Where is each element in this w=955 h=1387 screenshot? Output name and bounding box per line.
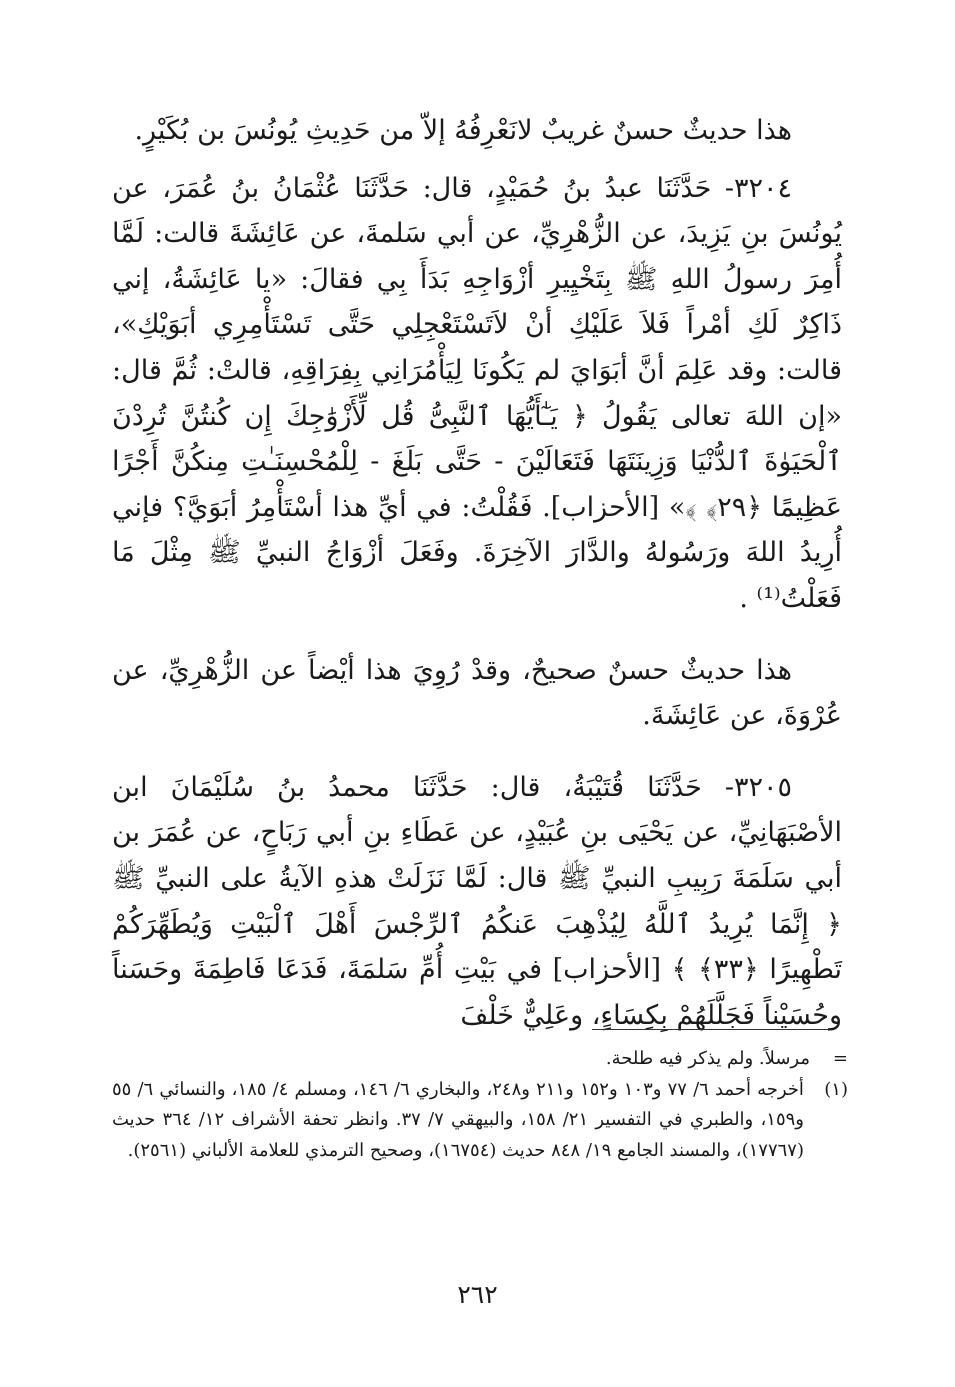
footnote-separator <box>592 1029 830 1030</box>
continuation-text: مرسلاً. ولم يذكر فيه طلحة. <box>605 1048 810 1069</box>
footnote-item <box>112 1075 848 1167</box>
paragraph-grading-1: هذا حديثٌ حسنٌ غريبٌ لانَعْرِفُهُ إلاّ من حَدِيثِ يُونُسَ بن بُكَيْرٍ. <box>134 115 792 146</box>
page-number: ٢٦٢ <box>457 1280 498 1309</box>
footnote-text: أخرجه أحمد ٦/ ٧٧ و١٠٣ و١٥٢ و٢١١ و٢٤٨، والبخاري ٦/ ١٤٦، ومسلم ٤/ ١٨٥، والنسائي ٦/ ٥٥ و١٥٩، والطبري في التفسير ٢١/ ١٥٨، والبيهقي ٧/ ٣٧. وانظر تحفة الأشراف ١٢/ ٣٦٤ حديث (١٧٧٦٧)، والمسند الجامع ١٩/ ٨٤٨ حديث (١٦٧٥٤)، وصحيح الترمذي للعلامة الألباني (٢٥٦١). <box>112 1078 804 1161</box>
footnote-continuation <box>112 1044 848 1075</box>
footnotes <box>112 1044 848 1166</box>
footnote-number: (١) <box>824 1078 848 1100</box>
main-text <box>112 108 842 1038</box>
continuation-marker: = <box>832 1048 848 1069</box>
paragraph-grading-2: هذا حديثٌ حسنٌ صحيحٌ، وقدْ رُوِيَ هذا أيْضاً عن الزُّهْرِيِّ، عن عُرْوَةَ، عن عَائِشَةَ. <box>112 654 842 732</box>
paragraph-hadith-3204: ٣٢٠٤- حَدَّثَنَا عبدُ بنُ حُمَيْدٍ، قال: حَدَّثَنَا عُثْمَانُ بنُ عُمَرَ، عن يُونُسَ بنِ يَزِيدَ، عن الزُّهْرِيِّ، عن أبي سَلمةَ، عن عَائِشَةَ قالت: لَمَّا أُمِرَ رسولُ اللهِ ﷺ بِتَخْيِيرِ أزْوَاجِهِ بَدَأَ بِي فقالَ: «يا عَائِشَةُ، إني ذَاكِرٌ لَكِ أمْراً فَلاَ عَلَيْكِ أنْ لاَتَسْتَعْجِلِي حَتَّى تَسْتَأْمِرِي أبَوَيْكِ»، قالت: وقد عَلِمَ أنَّ أبَوَايَ لم يَكُونَا لِيَأْمُرَانِي بِفِرَاقِهِ، قالتْ: ثُمَّ قال: «إن اللهَ تعالى يَقُولُ ﴿ يَـٰٓأَيُّهَا ٱلنَّبِىُّ قُل لِّأَزْوَٰجِكَ إِن كُنتُنَّ تُرِدْنَ ٱلْحَيَوٰةَ ٱلدُّنْيَا وَزِينَتَهَا فَتَعَالَيْنَ - حَتَّى بَلَغَ - لِلْمُحْسِنَـٰتِ مِنكُنَّ أَجْرًا عَظِيمًا ﴿٢٩﴾ ﴾» [الأحزاب]. فَقُلْتُ: في أيِّ هذا أسْتَأْمِرُ أبَوَيَّ؟ فإني أُرِيدُ اللهَ ورَسُولهُ والدَّارَ الآخِرَةَ. وفَعَلَ أزْوَاجُ النبيِّ ﷺ مِثْلَ مَا فَعَلْتُ⁽¹⁾ . <box>112 172 842 614</box>
paragraph-hadith-3205: ٣٢٠٥- حَدَّثَنَا قُتَيْبَةُ، قال: حَدَّثَنَا محمدُ بنُ سُلَيْمَانَ ابن الأصْبَهَانِيِّ، عن يَحْيَى بنِ عُبَيْدٍ، عن عَطَاءِ بنِ أبي رَبَاحٍ، عن عُمَرَ بن أبي سَلَمَةَ رَبِيبِ النبيِّ ﷺ قال: لَمَّا نَزَلَتْ هذهِ الآيةُ على النبيِّ ﷺ ﴿ إِنَّمَا يُرِيدُ ٱللَّهُ لِيُذْهِبَ عَنكُمُ ٱلرِّجْسَ أَهْلَ ٱلْبَيْتِ وَيُطَهِّرَكُمْ تَطْهِيرًا ﴿٣٣﴾ ﴾ [الأحزاب] في بَيْتِ أُمِّ سَلمَةَ، فَدَعَا فَاطِمَةَ وحَسَناً وحُسَيْناً فَجَلَّلَهُمْ بِكِسَاءٍ، وعَلِيٌّ خَلْفَ <box>112 771 842 1031</box>
